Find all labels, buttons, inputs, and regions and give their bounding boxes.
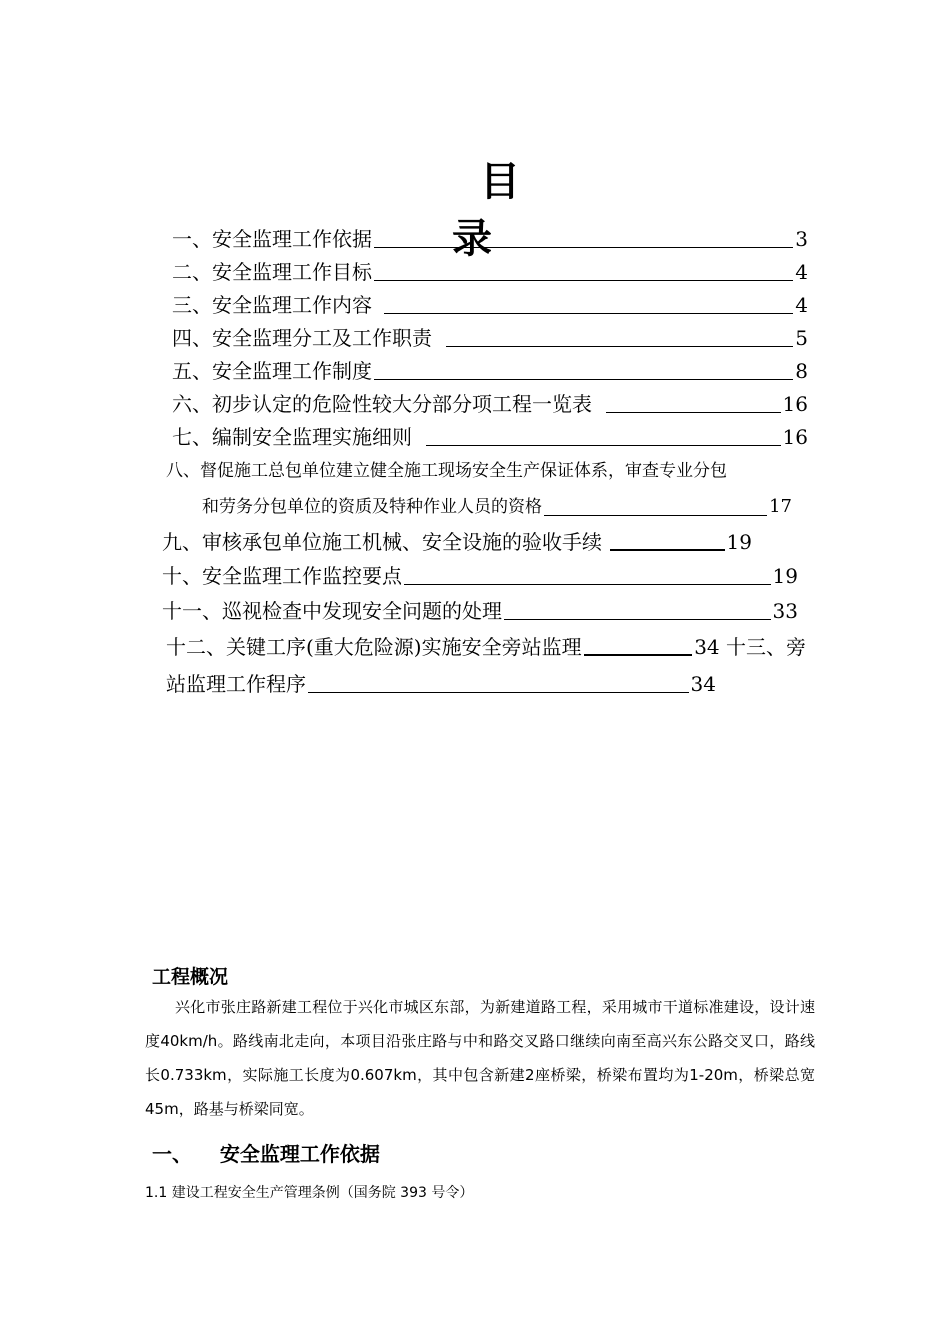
toc-leader-line: [606, 412, 781, 413]
toc-entry[interactable]: [172, 222, 808, 252]
toc-entry-page: 16: [782, 392, 808, 416]
toc-entry-label: 六、初步认定的危险性较大分部分项工程一览表: [172, 392, 592, 416]
toc-entry-page: 34 十三、旁: [694, 635, 806, 659]
toc-leader-line: [404, 584, 771, 585]
toc-entry-label: 和劳务分包单位的资质及特种作业人员的资格: [202, 497, 542, 517]
toc-entry-label: 二、安全监理工作目标: [172, 260, 372, 284]
toc-entry-page: 19: [772, 564, 798, 588]
toc-entry[interactable]: [162, 559, 798, 589]
toc-entry[interactable]: [172, 387, 808, 417]
toc-entry[interactable]: [166, 454, 816, 484]
toc-leader-line: [384, 313, 793, 314]
toc-entry-label: 一、安全监理工作依据: [172, 227, 372, 251]
toc-entry-page: 19: [726, 530, 752, 554]
toc-entry-label: 十一、巡视检查中发现安全问题的处理: [162, 599, 502, 623]
toc-leader-line: [374, 379, 793, 380]
toc-entry[interactable]: [162, 525, 752, 555]
toc-entry[interactable]: [166, 630, 806, 660]
toc-leader-line: [374, 280, 793, 281]
toc-title: 目 录: [452, 158, 576, 262]
toc-entry[interactable]: [202, 490, 792, 520]
toc-leader-line: [584, 654, 693, 656]
toc-leader-line: [426, 445, 781, 446]
toc-leader-line: [504, 619, 771, 620]
toc-leader-line: [610, 549, 725, 551]
toc-entry-label: 五、安全监理工作制度: [172, 359, 372, 383]
toc-entry-label: 七、编制安全监理实施细则: [172, 425, 412, 449]
toc-entry[interactable]: [166, 667, 716, 697]
toc-entry[interactable]: [172, 321, 808, 351]
toc-entry-label: 八、督促施工总包单位建立健全施工现场安全生产保证体系，审查专业分包: [166, 461, 727, 481]
basis-list-item: 1.1 建设工程安全生产管理条例（国务院 393 号令）: [145, 1185, 474, 1201]
toc-leader-line: [308, 692, 689, 693]
toc-entry-page: 17: [769, 496, 792, 517]
toc-entry[interactable]: [172, 354, 808, 384]
toc-entry-label: 三、安全监理工作内容: [172, 293, 372, 317]
toc-entry-page: 34: [690, 672, 716, 696]
toc-entry-label: 四、安全监理分工及工作职责: [172, 326, 432, 350]
toc-entry[interactable]: [172, 288, 808, 318]
toc-entry-page: 5: [795, 326, 808, 350]
toc-entry[interactable]: [172, 255, 808, 285]
toc-entry[interactable]: [162, 594, 798, 624]
overview-heading: 工程概况: [152, 966, 229, 988]
overview-paragraph: 兴化市张庄路新建工程位于兴化市城区东部，为新建道路工程，采用城市干道标准建设，设计速度40km/h。路线南北走向，本项目沿张庄路与中和路交叉路口继续向南至高兴东公路交叉口，路线长0.733km，实际施工长度为0.607km，其中包含新建2座桥梁，桥梁布置均为1-20m，桥梁总宽45m，路基与桥梁同宽。: [145, 998, 815, 1118]
toc-entry-page: 33: [772, 599, 798, 623]
toc-entry-label: 站监理工作程序: [166, 672, 306, 696]
toc-entry-page: 4: [795, 260, 808, 284]
toc-leader-line: [446, 346, 793, 347]
toc-entry-page: 16: [782, 425, 808, 449]
toc-leader-line: [374, 247, 793, 248]
toc-entry[interactable]: [172, 420, 808, 450]
toc-entry-page: 4: [795, 293, 808, 317]
toc-entry-label: 十、安全监理工作监控要点: [162, 564, 402, 588]
toc-entry-page: 8: [795, 359, 808, 383]
toc-entry-label: 九、审核承包单位施工机械、安全设施的验收手续: [162, 530, 602, 554]
toc-entry-label: 十二、关键工序(重大危险源)实施安全旁站监理: [166, 635, 582, 659]
section-heading: 一、 安全监理工作依据: [152, 1142, 380, 1166]
toc-entry-page: 3: [795, 227, 808, 251]
toc-leader-line: [544, 515, 767, 516]
